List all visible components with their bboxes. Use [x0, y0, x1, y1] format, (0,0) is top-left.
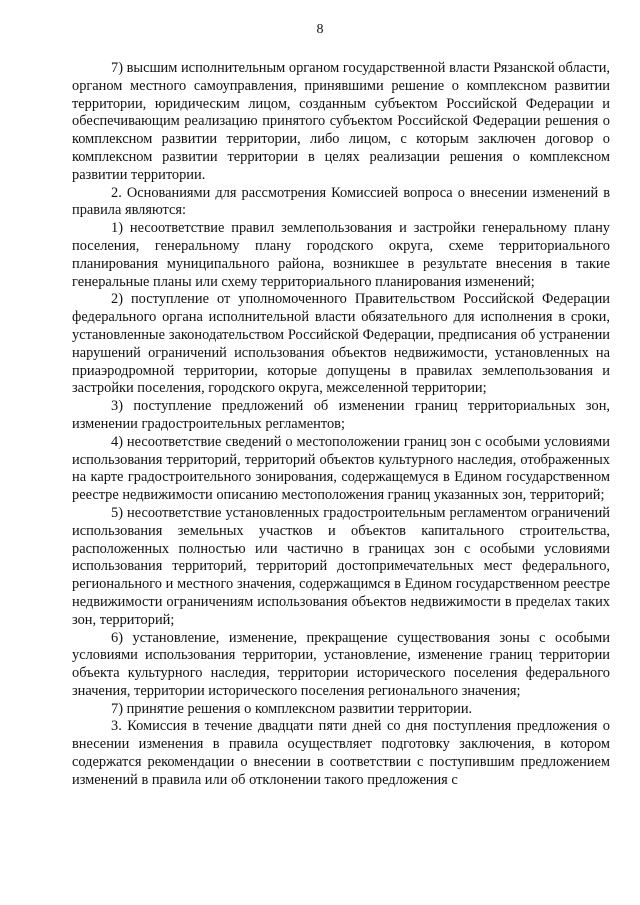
paragraph-ground-4: 4) несоответствие сведений о местоположении границ зон с особыми условиями использования территорий, территорий объектов культурного наследия, отображенных на карте градостроительного зонирования, содержащемуся в Едином государственном реестре недвижимости описанию местоположения границ указанных зон, территорий;: [72, 433, 610, 504]
paragraph-ground-2: 2) поступление от уполномоченного Правительством Российской Федерации федерального органа исполнительной власти обязательного для исполнения в сроки, установленные законодательством Российской Федерации, предписания об устранении нарушений ограничений использования объектов недвижимости, установленных на приаэродромной территории, которые допущены в правилах землепользования и застройки поселения, городского округа, межселенной территории;: [72, 291, 610, 397]
paragraph-ground-6: 6) установление, изменение, прекращение существования зоны с особыми условиями использования территории, установление, изменение границ территории объекта культурного наследия, территории исторического поселения федерального значения, территории исторического поселения регионального значения;: [72, 629, 610, 699]
paragraph-section-3-commission: 3. Комиссия в течение двадцати пяти дней со дня поступления предложения о внесении изменения в правила осуществляет подготовку заключения, в котором содержатся рекомендации о внесении в соответствии с поступившим предложением изменений в правила или об отклонении такого предложения с: [72, 718, 610, 788]
paragraph-item-7-executive-authority: 7) высшим исполнительным органом государственной власти Рязанской области, органом местного самоуправления, принявшими решение о комплексном развитии территории, юридическим лицом, созданным субъектом Российской Федерации и обеспечивающим реализацию принятого субъектом Российской Федерации решения о комплексном развитии территории, либо лицом, с которым заключен договор о комплексном развитии территории в целях реализации решения о комплексном развитии территории.: [72, 60, 610, 183]
paragraph-ground-1: 1) несоответствие правил землепользования и застройки генеральному плану поселения, генеральному плану городского округа, схеме территориального планирования муниципального района, возникшее в результате внесения в такие генеральные планы или схему территориального планирования изменений;: [72, 220, 610, 290]
paragraph-ground-7: 7) принятие решения о комплексном развитии территории.: [111, 700, 473, 717]
page-number: 8: [316, 22, 324, 37]
paragraph-ground-5: 5) несоответствие установленных градостроительным регламентом ограничений использования земельных участков и объектов капитального строительства, расположенных полностью или частично в границах зон с особыми условиями использования территорий, территорий достопримечательных мест федерального, регионального и местного значения, содержащимся в Едином государственном реестре недвижимости ограничениям использования объектов недвижимости в пределах таких зон, территорий;: [72, 504, 610, 628]
paragraph-ground-3: 3) поступление предложений об изменении границ территориальных зон, изменении градостроительных регламентов;: [72, 398, 610, 432]
paragraph-section-2-grounds: 2. Основаниями для рассмотрения Комиссией вопроса о внесении изменений в правила являются:: [72, 184, 610, 219]
document-body: [72, 60, 610, 790]
